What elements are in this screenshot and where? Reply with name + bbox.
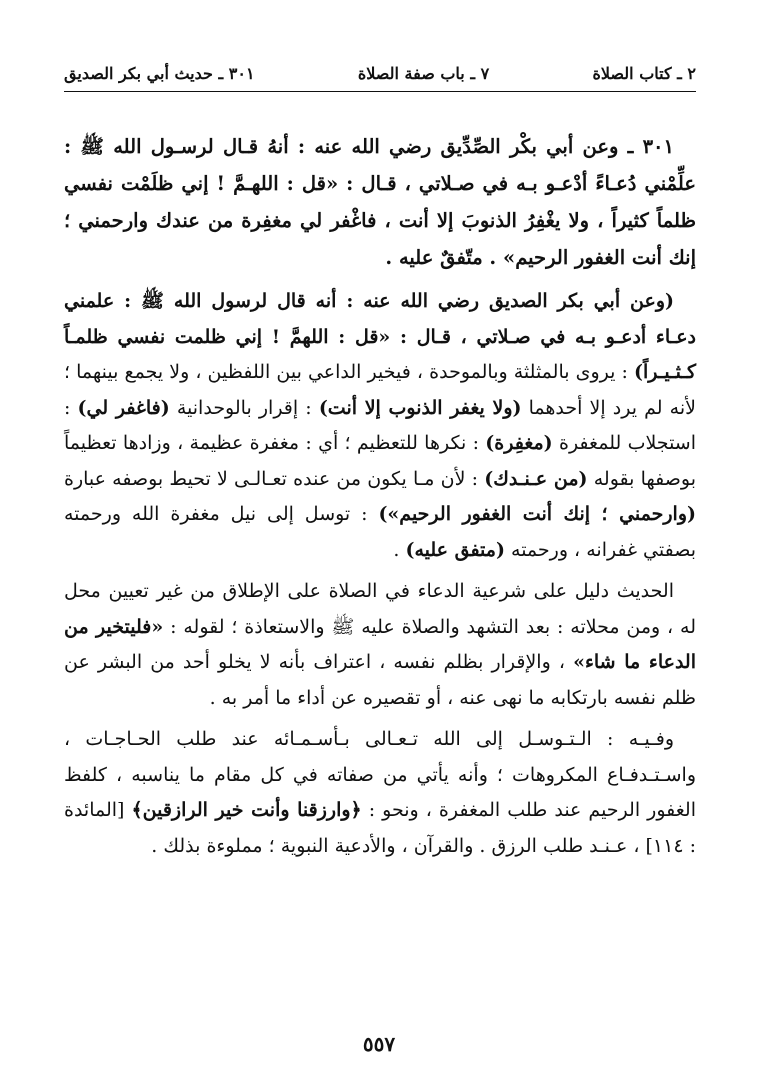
quoted-phrase: (وعن أبي بكر الصديق رضي الله عنه : أنه قال لرسول الله ﷺ : علمني دعـاء أدعـو بـه في صـلاتي ، قـال : «قل : اللهمَّ ! إني ظلمت نفسي ظلمـاً كـثـيـراً) [64,290,696,383]
commentary-text: وفـيـه : الـتـوسـل إلى الله تـعـالى بـأسـمـائه عند طلب الحـاجـات ، واسـتـدفـاع المكروهات ؛ وأنه يأتي من صفاته في كل مقام ما يناسبه ، كلفظ الغفور الرحيم عند طلب المغفرة ، ونحو : [64,728,696,821]
quoted-phrase: (وارحمني ؛ إنك أنت الغفور الرحيم») [378,503,696,525]
hadith-number: ٣٠١ [642,135,674,158]
commentary-text: : يروى بالمثلثة وبالموحدة ، فيخير الداعي بين اللفظين ، ولا يجمع بينهما ؛ لأنه لم يرد إلا أحدهما [64,361,696,419]
header-hadith-title: ٣٠١ ـ حديث أبي بكر الصديق [64,63,255,83]
quoted-phrase: ﴿وارزقنا وأنت خير الرازقين﴾ [131,799,362,821]
commentary-paragraph [64,284,696,568]
commentary-paragraph [64,574,696,716]
commentary-paragraph [64,722,696,864]
quoted-phrase: (فاغفر لي) [77,396,170,419]
commentary-text: الحديث دليل على شرعية الدعاء في الصلاة على الإطلاق من غير تعيين محل له ، ومن محلاته : بعد التشهد والصلاة عليه ﷺ والاستعاذة ؛ لقوله : [64,580,697,638]
quoted-phrase: (ولا يغفر الذنوب إلا أنت) [318,396,522,419]
header-divider [64,91,696,92]
header-book-title: ٢ ـ كتاب الصلاة [592,63,696,83]
commentary-text: ، والإقرار بظلم نفسه ، اعتراف بأنه لا يخلو أحد من البشر عن ظلم نفسه بارتكابه ما نهى عنه ، أو تقصيره عن أداء ما أمر به . [64,651,696,709]
quoted-phrase: (متفق عليه) [405,538,505,561]
commentary-text: : استجلاب للمغفرة [64,396,697,454]
commentary-text: : لأن مـا يكون من عنده تعـالـى لا تحيط بوصفه عبارة [64,467,485,490]
quoted-phrase: «فليتخير من الدعاء ما شاء» [64,615,696,673]
header-chapter-title: ٧ ـ باب صفة الصلاة [357,63,490,83]
quoted-phrase: (من عـنـدك) [484,467,588,490]
commentary-text: : إقرار بالوحدانية [169,396,319,419]
commentary-text: . [393,538,406,561]
hadith-text [64,128,696,276]
commentary-text: : توسل إلى نيل مغفرة الله ورحمته بصفتي غفرانه ، ورحمته [64,503,696,561]
page-number: ٥٥٧ [362,1032,396,1056]
running-header [64,58,696,88]
commentary-text: [المائدة : ١١٤] ، عـنـد طلب الرزق . والقرآن ، والأدعية النبوية ؛ مملوءة بذلك . [64,799,696,857]
hadith-body: ـ وعن أبي بكْر الصِّدِّيق رضي الله عنه : أنهُ قـال لرسـول الله ﷺ : علِّمْني دُعـاءً أدْعـو بـه في صـلاتي ، قـال : «قل : اللهـمَّ ! إني ظلَمْت نفسي ظلماً كثيراً ، ولا يغْفِرُ الذنوبَ إلا أنت ، فاغْفر لي مغفِرة من عندك وارحمني ؛ إنك أنت الغفور الرحيم» . متّفقٌ عليه . [64,135,696,269]
commentary-text: : نكرها للتعظيم ؛ أي : مغفرة عظيمة ، وزادها تعظيماً بوصفها بقوله [64,432,696,490]
quoted-phrase: (مغفِرة) [485,432,553,454]
page-body [64,128,696,870]
